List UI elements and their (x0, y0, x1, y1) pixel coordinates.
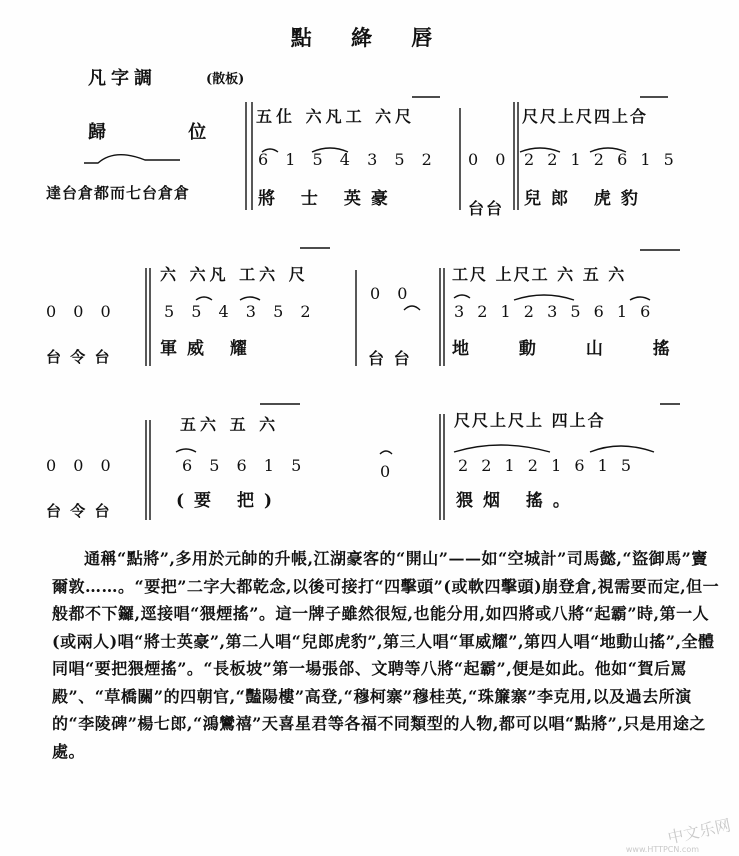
row1-seg1-lyric: 將 士 英豪 (258, 189, 398, 209)
row3-seg2-numbers: 0 (380, 462, 397, 481)
row3-seg3-numbers: 2 2 1 2 1 6 1 5 (458, 456, 636, 475)
row2-seg3-lyric: 地 動 山 搖 (452, 339, 692, 359)
row1-seg2-percussion: 台台 (468, 199, 505, 218)
row1-seg1-numbers: 6 1 5 4 3 5 2 (258, 150, 438, 169)
row1-seg3-gongche: 尺尺上尺四上合 (522, 107, 649, 126)
row3-seg1-gongche: 五六 五 六 (180, 415, 280, 434)
explanation-text (52, 545, 722, 765)
row1-percussion: 達台倉都而七台倉倉 (46, 184, 191, 202)
row3-seg1-lyric: (要 把) (176, 491, 283, 511)
row2-seg1-numbers: 5 5 4 3 5 2 (164, 302, 317, 321)
mode-note: (散板) (206, 72, 245, 87)
row1-seg3-numbers: 2 2 1 2 6 1 5 (524, 150, 678, 169)
row2-seg2-numbers: 0 0 (370, 284, 414, 303)
row2-seg3-numbers: 3 2 1 2 3 5 6 1 6 (454, 302, 655, 321)
explanation-paragraph: 通稱“點將”,多用於元帥的升帳,江湖豪客的“開山”——如“空城計”司馬懿,“盜御馬”竇爾敦……。“要把”二字大都乾念,以後可接打“四擊頭”(或軟四擊頭)崩登倉,視需要而定,但一般都不下鑼,逕接唱“猥煙搖”。這一牌子雖然很短,也能分用,如四將或八將“起霸”時,第一人(或兩人)唱“將士英豪”,第二人唱“兒郎虎豹”,第三人唱“軍威耀”,第四人唱“地動山搖”,全體同唱“要把猥煙搖”。“長板坡”第一場張郃、文聘等八將“起霸”,便是如此。他如“賀后罵殿”、“草橋關”的四朝官,“豔陽樓”高登,“穆柯寨”穆桂英,“珠簾寨”李克用,以及過去所演的“李陵碑”楊七郎,“鴻鸞禧”天喜星君等各福不同類型的人物,都可以唱“點將”,只是用途之處。 (52, 549, 720, 761)
row1-seg3-lyric: 兒郎 虎豹 (524, 189, 648, 209)
row3-seg0-numbers: 0 0 0 (46, 456, 117, 475)
row3-seg1-numbers: 6 5 6 1 5 (182, 456, 308, 475)
row2-seg3-gongche: 工尺 上尺工 六 五 六 (452, 265, 627, 284)
row2-seg0-percussion: 台 令 台 (46, 348, 112, 366)
row1-label: 歸 位 (88, 122, 245, 143)
row3-seg3-gongche: 尺尺上尺上 四上合 (454, 411, 606, 430)
mode-label: 凡字調 (88, 68, 157, 89)
page-title: 點 絳 唇 (290, 25, 449, 50)
watermark-url: www.HTTPCN.com (625, 845, 699, 854)
row2-seg0-numbers: 0 0 0 (46, 302, 117, 321)
row3-seg0-percussion: 台 令 台 (46, 502, 112, 520)
row2-seg1-gongche: 六 六凡 工六 尺 (160, 265, 309, 284)
watermark: 中文乐网 (665, 815, 733, 848)
row2-seg2-percussion: 台 台 (368, 349, 412, 368)
row3-seg3-lyric: 猥烟 搖。 (456, 491, 580, 511)
row1-seg2-numbers: 0 0 (468, 150, 512, 169)
row1-seg1-gongche: 五仩 六凡工 六尺 (256, 107, 416, 126)
row2-seg1-lyric: 軍威 耀 (160, 339, 257, 359)
